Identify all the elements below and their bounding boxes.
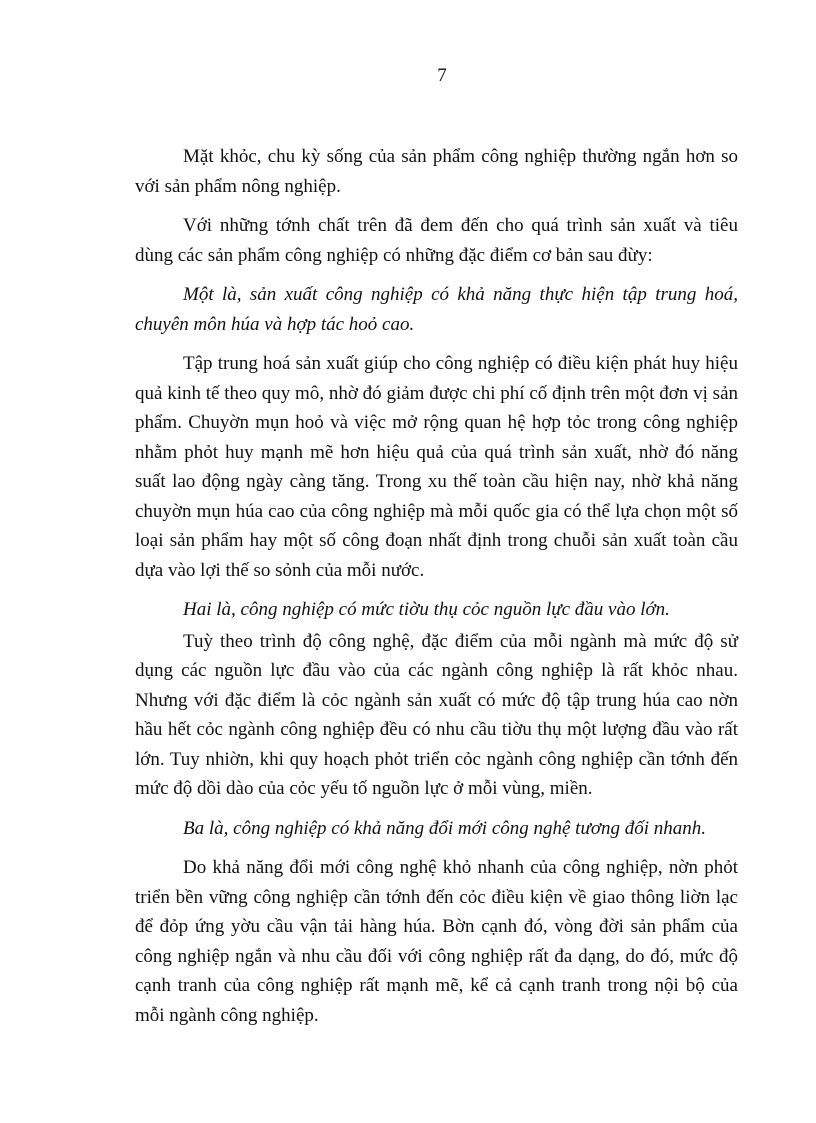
heading-point-one: Một là, sản xuất công nghiệp có khả năng thực hiện tập trung hoá, chuyên môn húa và hợp tác hoỏ cao. bbox=[135, 284, 738, 335]
paragraph-characteristics: Với những tớnh chất trên đã đem đến cho quá trình sản xuất và tiêu dùng các sản phẩm công nghiệp có những đặc điểm cơ bản sau đừy: bbox=[135, 215, 738, 266]
paragraph-intro: Mặt khỏc, chu kỳ sống của sản phẩm công nghiệp thường ngắn hơn so với sản phẩm nông nghiệp. bbox=[135, 146, 738, 197]
heading-point-three: Ba là, công nghiệp có khả năng đổi mới công nghệ tương đối nhanh. bbox=[183, 817, 706, 839]
document-body bbox=[135, 142, 738, 1040]
paragraph-point-two: Tuỳ theo trình độ công nghệ, đặc điểm của mỗi ngành mà mức độ sử dụng các nguồn lực đầu vào của các ngành công nghiệp là rất khỏc nhau. Nhưng với đặc điểm là cỏc ngành sản xuất có mức độ tập trung húa cao nờn hầu hết cỏc ngành công nghiệp đều có nhu cầu tiờu thụ một lượng đầu vào rất lớn. Tuy nhiờn, khi quy hoạch phỏt triển cỏc ngành công nghiệp cần tớnh đến mức độ dồi dào của cỏc yếu tố nguồn lực ở mỗi vùng, miền. bbox=[135, 630, 738, 799]
paragraph-point-three: Do khả năng đổi mới công nghệ khỏ nhanh của công nghiệp, nờn phỏt triển bền vững công nghiệp cần tớnh đến cỏc điều kiện về giao thông liờn lạc để đỏp ứng yờu cầu vận tải hàng húa. Bờn cạnh đó, vòng đời sản phẩm của công nghiệp ngắn và nhu cầu đối với công nghiệp rất đa dạng, do đó, mức độ cạnh tranh của công nghiệp rất mạnh mẽ, kể cả cạnh tranh trong nội bộ của mỗi ngành công nghiệp. bbox=[135, 857, 738, 1026]
page-number: 7 bbox=[437, 65, 447, 86]
paragraph-point-one: Tập trung hoá sản xuất giúp cho công nghiệp có điều kiện phát huy hiệu quả kinh tế theo quy mô, nhờ đó giảm được chi phí cố định trên một đơn vị sản phẩm. Chuyờn mụn hoỏ và việc mở rộng quan hệ hợp tỏc trong công nghiệp nhằm phỏt huy mạnh mẽ hơn hiệu quả của quá trình sản xuất, nhờ đó năng suất lao động ngày càng tăng. Trong xu thế toàn cầu hiện nay, nhờ khả năng chuyờn mụn húa cao của công nghiệp mà mỗi quốc gia có thể lựa chọn một số loại sản phẩm hay một số công đoạn nhất định trong chuỗi sản xuất toàn cầu dựa vào lợi thế so sỏnh của mỗi nước. bbox=[135, 353, 738, 581]
heading-point-two: Hai là, công nghiệp có mức tiờu thụ cỏc nguồn lực đầu vào lớn. bbox=[183, 599, 670, 620]
